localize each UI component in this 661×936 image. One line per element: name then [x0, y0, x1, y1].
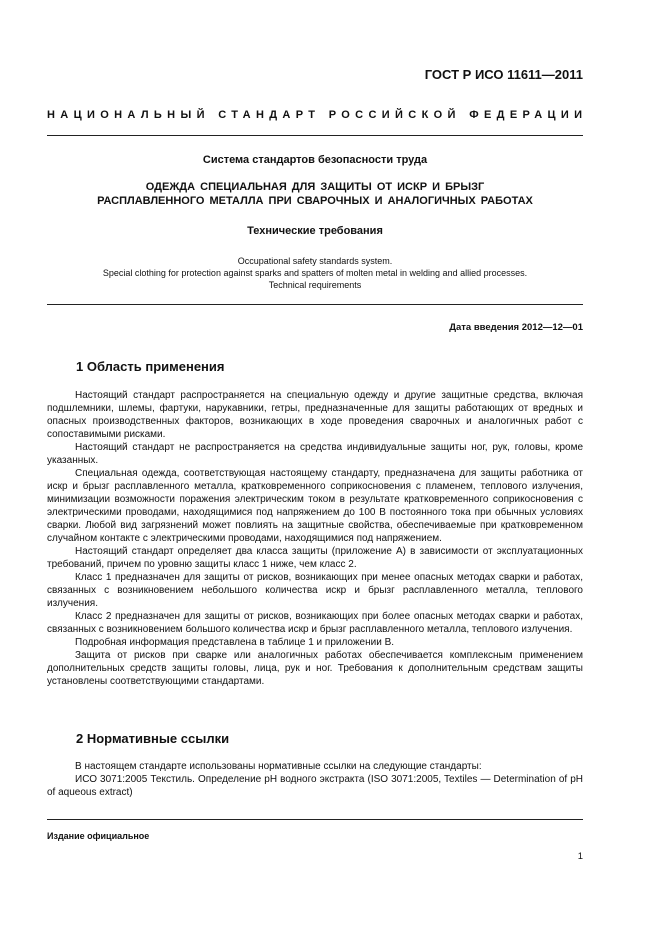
header-divider [47, 135, 583, 136]
section-2-heading: 2 Нормативные ссылки [76, 731, 230, 746]
official-edition-label: Издание официальное [47, 831, 150, 841]
title-divider [47, 304, 583, 305]
section-1-paragraph: Специальная одежда, соответствующая настоящему стандарту, предназначена для защиты работника от искр и брызг расплавленного металла, кратковременного соприкосновения с пламенем, теплового излучения, минимизации возможности поражения электрическим током в результате кратковременного соприкосновения с электрическими проводами, находящимися под напряжением до 100 В постоянного тока при обычных условиях сварки. Любой вид загрязнений может повлиять на защитные свойства, обеспечиваемые при кратковременном случайном контакте с электрическими проводами, находящимися под напряжением. [47, 468, 583, 544]
footer-divider [47, 819, 583, 820]
page-number: 1 [577, 851, 583, 862]
section-1-paragraph: Настоящий стандарт определяет два класса защиты (приложение А) в зависимости от эксплуатационных требований, причем по уровню защиты класс 1 ниже, чем класс 2. [47, 546, 583, 570]
section-1-paragraph: Защита от рисков при сварке или аналогичных работах обеспечивается комплексным применением дополнительных средств защиты головы, лица, рук и ног. Требования к дополнительным средствам защиты установлены соответствующими стандартами. [47, 650, 583, 687]
english-title-line-2: Special clothing for protection against sparks and spatters of molten metal in welding and allied processes. [102, 268, 528, 278]
section-2-paragraph: В настоящем стандарте использованы нормативные ссылки на следующие стандарты: [75, 761, 482, 772]
document-subtitle: Технические требования [247, 225, 383, 237]
section-2-paragraph: ИСО 3071:2005 Текстиль. Определение pH водного экстракта (ISO 3071:2005, Textiles — Determination of pH of aqueous extract) [47, 774, 583, 798]
section-1-body [47, 389, 583, 688]
section-1-paragraph: Класс 2 предназначен для защиты от рисков, возникающих при более опасных методах сварки и работах, связанных с возникновением большого количества искр и брызг расплавленного металла, теплового излучения. [47, 611, 583, 635]
section-1-paragraph: Подробная информация представлена в таблице 1 и приложении В. [75, 637, 395, 648]
section-1-paragraph: Класс 1 предназначен для защиты от рисков, возникающих при менее опасных методах сварки и работах, связанных с возникновением небольшого количества искр и брызг расплавленного металла, теплового излучения. [47, 572, 583, 609]
document-title-line-1: ОДЕЖДА СПЕЦИАЛЬНАЯ ДЛЯ ЗАЩИТЫ ОТ ИСКР И БРЫЗГ [145, 181, 485, 193]
english-title-line-1: Occupational safety standards system. [237, 256, 393, 266]
section-1-heading: 1 Область применения [76, 359, 225, 374]
document-code: ГОСТ Р ИСО 11611—2011 [424, 67, 583, 82]
english-title-line-3: Technical requirements [268, 280, 362, 290]
national-standard-banner: НАЦИОНАЛЬНЫЙ СТАНДАРТ РОССИЙСКОЙ ФЕДЕРАЦИИ [47, 109, 588, 121]
document-title-line-2: РАСПЛАВЛЕННОГО МЕТАЛЛА ПРИ СВАРОЧНЫХ И АНАЛОГИЧНЫХ РАБОТАХ [97, 195, 533, 207]
section-1-paragraph: Настоящий стандарт не распространяется на средства индивидуальные защиты ног, рук, головы, кроме указанных. [47, 442, 583, 466]
section-1-paragraph: Настоящий стандарт распространяется на специальную одежду и другие защитные средства, включая подшлемники, шлемы, фартуки, нарукавники, гетры, предназначенные для защиты работающих от вредных и опасных производственных факторов, возникающих в ходе проведения сварочных и аналогичных работ с сопоставимыми рисками. [47, 390, 583, 440]
document-title [47, 180, 583, 208]
standards-series: Система стандартов безопасности труда [202, 154, 428, 166]
section-2-body [47, 760, 583, 799]
introduction-date: Дата введения 2012—12—01 [449, 322, 583, 333]
english-title [47, 255, 583, 291]
